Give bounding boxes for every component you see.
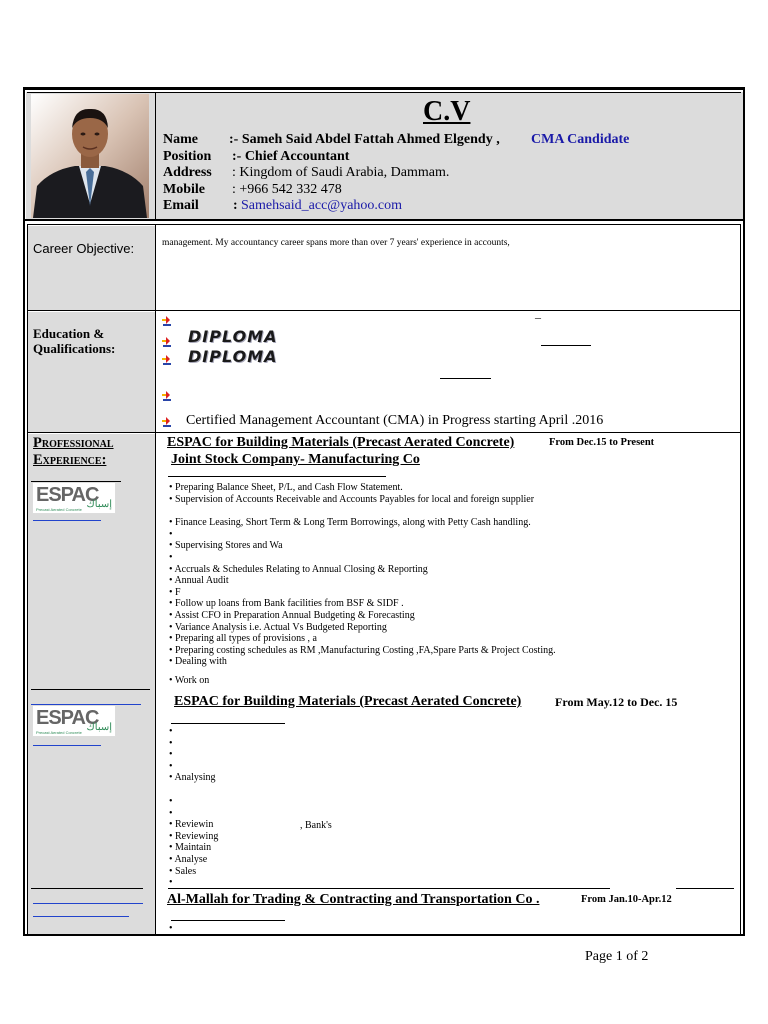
job1-bullets — [169, 482, 739, 687]
job2-banks-fragment: , Bank's — [300, 820, 332, 831]
profile-photo — [31, 94, 149, 218]
education-label-line2: Qualifications: — [33, 341, 116, 356]
frame-right — [743, 87, 745, 936]
list-item: • Supervising Stores and Wa — [169, 540, 283, 552]
list-item: • Reviewin — [169, 819, 214, 831]
header-inner-top — [27, 92, 741, 93]
page-number: Page 1 of 2 — [585, 949, 649, 964]
list-item: • Sales — [169, 865, 197, 877]
list-item — [169, 668, 739, 675]
education-underline-1 — [541, 345, 591, 346]
email-colon: : — [233, 198, 238, 213]
list-item: • Preparing all types of provisions , a — [169, 633, 317, 645]
list-item: • — [169, 551, 173, 563]
list-item: • — [169, 877, 173, 889]
job3-top-rule-right — [676, 888, 734, 889]
education-dash: – — [535, 310, 541, 324]
job1-subtitle: Joint Stock Company- Manufacturing Co — [171, 452, 420, 467]
list-item: • Preparing costing schedules as RM ,Manufacturing Costing ,FA,Spare Parts & Project Costing. — [169, 644, 556, 656]
logo2-link-underline — [33, 745, 101, 746]
arrow-bullet-icon — [161, 315, 173, 327]
list-item: • — [169, 749, 173, 761]
job3-left-rule — [31, 888, 143, 889]
diploma-1: DIPLOMA — [188, 327, 278, 346]
list-item: • Supervision of Accounts Receivable and Accounts Payables for local and foreign supplier — [169, 493, 535, 505]
job3-left-blue-rule-2 — [33, 916, 129, 917]
job3-top-rule — [168, 888, 610, 889]
diploma-2: DIPLOMA — [188, 347, 278, 366]
espac-logo-arabic: إسباك — [86, 722, 112, 733]
career-label-background — [27, 226, 155, 310]
list-item: • Accruals & Schedules Relating to Annual Closing & Reporting — [169, 563, 428, 575]
job2-dates: From May.12 to Dec. 15 — [555, 695, 678, 709]
name-label: Name — [163, 132, 198, 147]
arrow-bullet-icon — [161, 336, 173, 348]
email-label: Email — [163, 198, 199, 213]
list-item: • — [169, 528, 173, 540]
job3-rule — [171, 920, 285, 921]
job3-company: Al-Mallah for Trading & Contracting and Transportation Co . — [167, 892, 540, 907]
mobile-value: : +966 542 332 478 — [232, 182, 342, 197]
list-item: • Analysing — [169, 772, 216, 784]
job2-rule — [171, 723, 285, 724]
list-item: • — [169, 807, 173, 819]
frame-bottom — [23, 934, 745, 936]
person-silhouette-icon — [31, 94, 149, 218]
espac-logo — [32, 705, 116, 737]
list-item: • Analyse — [169, 853, 208, 865]
career-bottom — [27, 310, 741, 311]
header-divider — [155, 92, 156, 219]
espac-logo-text: ESPAC — [36, 484, 99, 506]
list-item: • Assist CFO in Preparation Annual Budgeting & Forecasting — [169, 609, 415, 621]
frame-left — [23, 87, 25, 936]
experience-label-line2: Experience: — [33, 452, 107, 468]
list-item: • — [169, 795, 173, 807]
espac-logo-text: ESPAC — [36, 707, 99, 729]
education-bottom — [27, 432, 741, 433]
espac-logo-arabic: إسباك — [86, 499, 112, 510]
job3-dates: From Jan.10-Apr.12 — [581, 894, 672, 905]
job1-rule — [168, 476, 386, 477]
career-objective-label: Career Objective: — [33, 241, 135, 256]
espac-logo-tagline: Precast Aerated Concrete — [36, 507, 82, 512]
list-item: • — [169, 737, 173, 749]
left-inner-border — [27, 224, 28, 934]
experience-label-line1: Professional — [33, 435, 114, 451]
address-value: : Kingdom of Saudi Arabia, Dammam. — [232, 165, 450, 180]
education-label-line1: Education & — [33, 326, 105, 341]
arrow-bullet-icon — [161, 416, 173, 428]
cma-candidate: CMA Candidate — [531, 132, 630, 147]
list-item: • Annual Audit — [169, 575, 229, 587]
education-underline-2 — [440, 378, 491, 379]
list-item — [169, 505, 739, 517]
list-item: • Preparing Balance Sheet, P/L, and Cash Flow Statement. — [169, 482, 403, 493]
header-bottom — [23, 219, 745, 221]
list-item: • — [169, 760, 173, 772]
cma-progress: Certified Management Accountant (CMA) in Progress starting April .2016 — [186, 413, 604, 428]
list-item: • Dealing with — [169, 656, 227, 668]
column-divider — [155, 224, 156, 934]
espac-logo-tagline: Precast Aerated Concrete — [36, 730, 82, 735]
logo1-link-underline — [33, 520, 101, 521]
name-value: :- Sameh Said Abdel Fattah Ahmed Elgendy , — [229, 132, 500, 147]
list-item: • Finance Leasing, Short Term & Long Term Borrowings, along with Petty Cash handling. — [169, 517, 531, 529]
job2-company: ESPAC for Building Materials (Precast Aerated Concrete) — [174, 694, 522, 709]
job1-dates: From Dec.15 to Present — [549, 437, 655, 448]
list-item: • Variance Analysis i.e. Actual Vs Budgeted Reporting — [169, 621, 387, 633]
career-objective-text: management. My accountancy career spans more than over 7 years' experience in accounts, — [162, 238, 510, 248]
arrow-bullet-icon — [161, 354, 173, 366]
logo2-top-rule — [31, 689, 150, 690]
arrow-bullet-icon — [161, 390, 173, 402]
frame-top — [23, 87, 745, 90]
job3-left-blue-rule-1 — [33, 903, 143, 904]
position-value: :- Chief Accountant — [232, 149, 350, 164]
list-item: • Reviewing — [169, 830, 219, 842]
job1-company: ESPAC for Building Materials (Precast Aerated Concrete) — [167, 435, 515, 450]
email-link[interactable]: Samehsaid_acc@yahoo.com — [241, 198, 403, 213]
job3-bullet: • — [169, 923, 173, 934]
position-label: Position — [163, 149, 212, 164]
career-top — [27, 224, 741, 225]
list-item: • Work on — [169, 674, 210, 686]
mobile-label: Mobile — [163, 182, 205, 197]
right-inner-border — [740, 224, 741, 934]
list-item: • F — [169, 586, 181, 598]
job2-bullets — [169, 726, 569, 889]
espac-logo — [32, 482, 116, 514]
address-label: Address — [163, 165, 212, 180]
list-item: • Follow up loans from Bank facilities from BSF & SIDF . — [169, 598, 404, 610]
list-item: • — [169, 726, 173, 737]
cv-title: C.V — [423, 96, 471, 127]
list-item: • Maintain — [169, 842, 212, 854]
list-item — [169, 784, 569, 796]
